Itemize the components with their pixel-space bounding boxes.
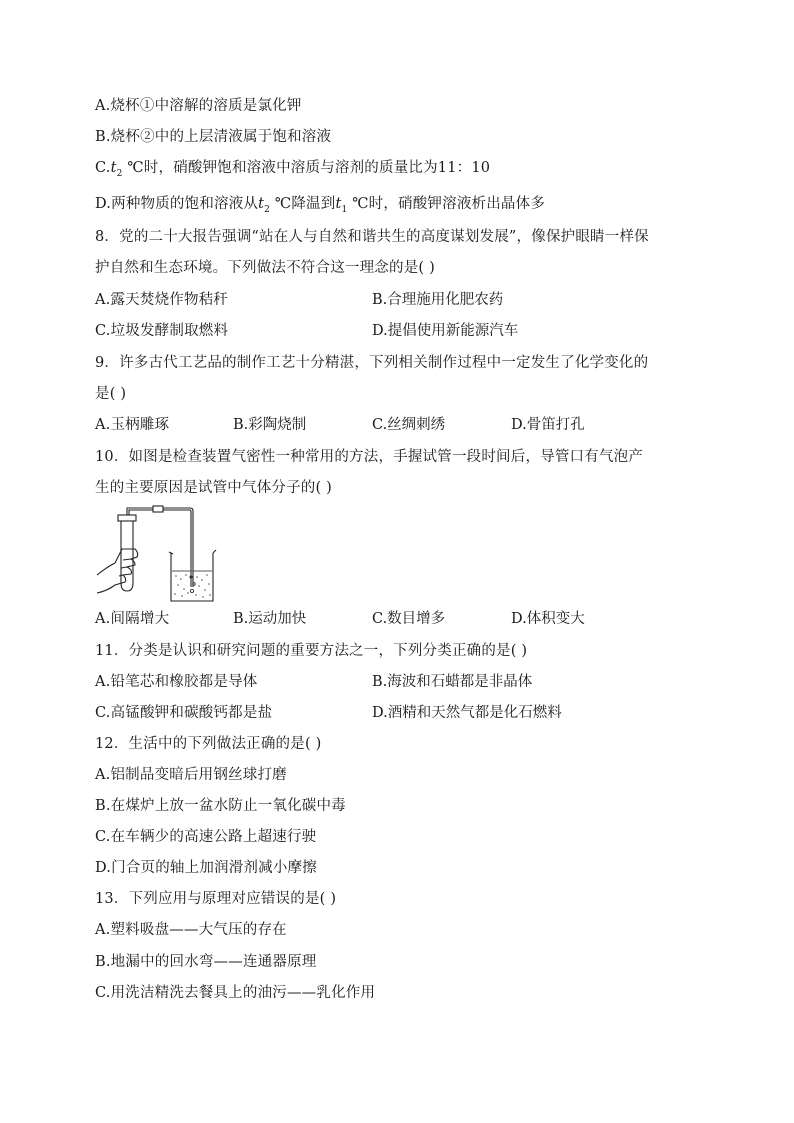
q10-stem-line1: 10．如图是检查装置气密性一种常用的方法，手握试管一段时间后，导管口有气泡产 (95, 449, 644, 465)
q11-option-c: C.高锰酸钾和碳酸钙都是盐 (95, 705, 273, 721)
option-d-prev: D.两种物质的饱和溶液从$t_2$ ℃降温到$t_1$ ℃时，硝酸钾溶液析出晶体多 (95, 196, 546, 215)
q10-stem-line2: 生的主要原因是试管中气体分子的( ) (95, 480, 333, 496)
q13-option-b: B.地漏中的回水弯——连通器原理 (95, 954, 317, 970)
q11-stem-line1: 11．分类是认识和研究问题的重要方法之一，下列分类正确的是( ) (95, 643, 528, 659)
q9-stem-line1: 9．许多古代工艺品的制作工艺十分精湛，下列相关制作过程中一定发生了化学变化的 (95, 355, 649, 371)
q8-stem-line1: 8．党的二十大报告强调“站在人与自然和谐共生的高度谋划发展”，像保护眼睛一样保 (95, 229, 649, 245)
q11-option-d: D.酒精和天然气都是化石燃料 (372, 705, 562, 721)
q12-option-c: C.在车辆少的高速公路上超速行驶 (95, 829, 317, 845)
q8-option-b: B.合理施用化肥农药 (372, 292, 504, 308)
option-b-prev: B.烧杯②中的上层清液属于饱和溶液 (95, 129, 332, 145)
q12-option-a: A.铝制品变暗后用钢丝球打磨 (95, 767, 287, 783)
q8-option-d: D.提倡使用新能源汽车 (372, 323, 519, 339)
q12-stem-line1: 12．生活中的下列做法正确的是( ) (95, 736, 322, 752)
q12-option-b: B.在煤炉上放一盆水防止一氧化碳中毒 (95, 798, 346, 814)
q9-option-d: D.骨笛打孔 (511, 417, 585, 433)
airtightness-apparatus-figure (95, 505, 225, 605)
q9-option-a: A.玉柄雕琢 (95, 417, 170, 433)
q9-option-c: C.丝绸刺绣 (372, 417, 446, 433)
q13-option-a: A.塑料吸盘——大气压的存在 (95, 922, 287, 938)
q12-option-d: D.门合页的轴上加润滑剂减小摩擦 (95, 860, 317, 876)
q10-option-a: A.间隔增大 (95, 611, 170, 627)
q8-option-a: A.露天焚烧作物秸秆 (95, 292, 229, 308)
option-a-prev: A.烧杯①中溶解的溶质是氯化钾 (95, 98, 302, 114)
q9-stem-line2: 是( ) (95, 386, 127, 402)
q13-stem-line1: 13．下列应用与原理对应错误的是( ) (95, 891, 337, 907)
q11-option-a: A.铅笔芯和橡胶都是导体 (95, 674, 258, 690)
option-c-prev: $C.t_2$ ℃时，硝酸钾饱和溶液中溶质与溶剂的质量比为11：10 (95, 160, 491, 179)
q10-option-b: B.运动加快 (233, 611, 307, 627)
q13-option-c: C.用洗洁精洗去餐具上的油污——乳化作用 (95, 985, 376, 1001)
q9-option-b: B.彩陶烧制 (233, 417, 307, 433)
q10-option-d: D.体积变大 (511, 611, 585, 627)
q11-option-b: B.海波和石蜡都是非晶体 (372, 674, 533, 690)
q8-stem-line2: 护自然和生态环境。下列做法不符合这一理念的是( ) (95, 260, 435, 276)
q8-option-c: C.垃圾发酵制取燃料 (95, 323, 229, 339)
q10-option-c: C.数目增多 (372, 611, 446, 627)
